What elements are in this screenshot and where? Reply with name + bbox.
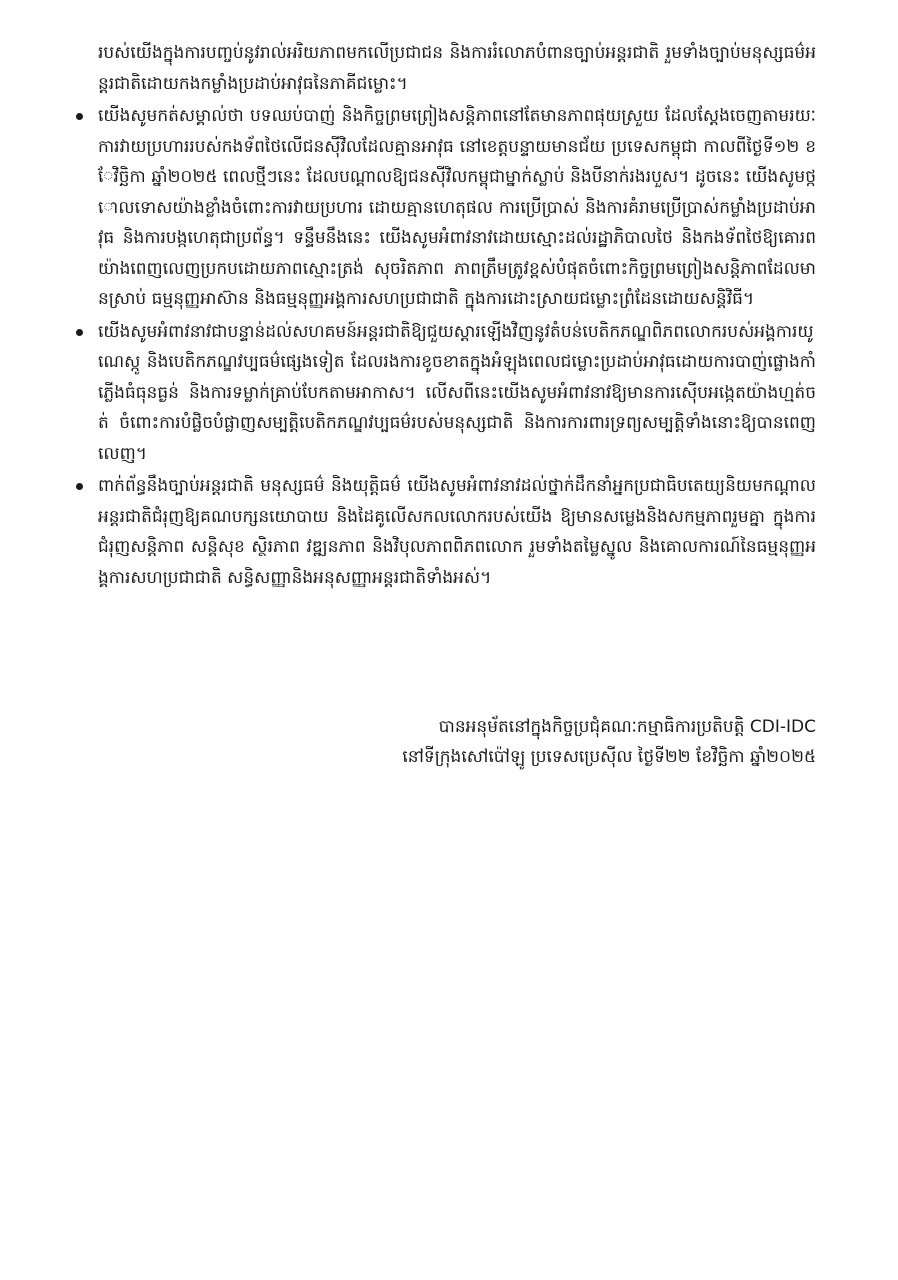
bullet-dot-icon	[76, 483, 83, 490]
bullet-item-1	[98, 101, 816, 315]
signature-adoption-line: បានអនុម័តនៅក្នុងកិច្ចប្រជុំគណៈកម្មាធិការប្រតិបត្តិ CDI-IDC	[438, 717, 816, 737]
bullet-item-2	[98, 317, 816, 470]
bullet-list	[98, 101, 816, 593]
bullet-text: យើងសូមកត់សម្គាល់ថា បទឈប់បាញ់ និងកិច្ចព្រមព្រៀងសន្តិភាពនៅតែមានភាពផុយស្រួយ ដែលស្តែងចេញតាមរយៈការវាយប្រហាររបស់កងទ័ពថៃលើជនស៊ីវិលដែលគ្មានអាវុធ នៅខេត្តបន្ទាយមានជ័យ ប្រទេសកម្ពុជា កាលពីថ្ងៃទី១២ ខែវិច្ឆិកា ឆ្នាំ២០២៥ ពេលថ្មីៗនេះ ដែលបណ្តាលឱ្យជនស៊ីវិលកម្ពុជាម្នាក់ស្លាប់ និងបីនាក់រងរបួស។ ដូចនេះ យើងសូមថ្កោលទោសយ៉ាងខ្លាំងចំពោះការវាយប្រហារ ដោយគ្មានហេតុផល ការប្រើប្រាស់ និងការគំរាមប្រើប្រាស់កម្លាំងប្រដាប់អាវុធ និងការបង្កហេតុជាប្រព័ន្ធ។ ទន្ទឹមនឹងនេះ យើងសូមអំពាវនាវដោយស្មោះដល់រដ្ឋាភិបាលថៃ និងកងទ័ពថៃឱ្យគោរពយ៉ាងពេញលេញប្រកបដោយភាពស្មោះត្រង់ សុចរិតភាព ភាពត្រឹមត្រូវខ្ពស់បំផុតចំពោះកិច្ចព្រមព្រៀងសន្តិភាពដែលមានស្រាប់ ធម្មនុញ្ញអាស៊ាន និងធម្មនុញ្ញអង្គការសហប្រជាជាតិ ក្នុងការដោះស្រាយជម្លោះព្រំដែនដោយសន្តិវិធី។	[98, 106, 816, 309]
bullet-text: យើងសូមអំពាវនាវជាបន្ទាន់ដល់សហគមន៍អន្តរជាតិឱ្យជួយស្តារឡើងវិញនូវតំបន់បេតិកភណ្ឌពិភពលោករបស់អង្គការយូណេស្កូ និងបេតិកភណ្ឌវប្បធម៌ផ្សេងទៀត ដែលរងការខូចខាតក្នុងអំឡុងពេលជម្លោះប្រដាប់អាវុធដោយការបាញ់ផ្លោងកាំភ្លើងធំធុនធ្ងន់ និងការទម្លាក់គ្រាប់បែកតាមអាកាស។ លើសពីនេះយើងសូមអំពាវនាវឱ្យមានការស៊ើបអង្កេតយ៉ាងហ្មត់ចត់ ចំពោះការបំផ្លិចបំផ្លាញសម្បត្តិបេតិកភណ្ឌវប្បធម៌របស់មនុស្សជាតិ និងការការពារទ្រព្យសម្បត្តិទាំងនោះឱ្យបានពេញលេញ។	[98, 321, 816, 464]
intro-continuation-paragraph: របស់យើងក្នុងការបញ្ចប់នូវរាល់អរិយភាពមកលើប្រជាជន និងការរំលោភបំពានច្បាប់អន្តរជាតិ រួមទាំងច្បាប់មនុស្សធម៌អន្តរជាតិដោយកងកម្លាំងប្រដាប់អាវុធនៃភាគីជម្លោះ។	[98, 43, 816, 94]
document-body	[98, 38, 816, 595]
signature-block	[402, 712, 816, 772]
bullet-dot-icon	[76, 113, 83, 120]
bullet-dot-icon	[76, 329, 83, 336]
bullet-item-3	[98, 471, 816, 593]
signature-place-date-line: នៅទីក្រុងសៅប៉ៅឡូ ប្រទេសប្រេស៊ីល ថ្ងៃទី២២ ខែវិច្ឆិកា ឆ្នាំ២០២៥	[402, 747, 816, 767]
bullet-text: ពាក់ព័ន្ធនឹងច្បាប់អន្តរជាតិ មនុស្សធម៌ និងយុត្តិធម៌ យើងសូមអំពាវនាវដល់ថ្នាក់ដឹកនាំអ្នកប្រជាធិបតេយ្យនិយមកណ្តាលអន្តរជាតិជំរុញឱ្យគណបក្សនយោបាយ និងដៃគូលើសកលលោករបស់យើង ឱ្យមានសម្លេងនិងសកម្មភាពរួមគ្នា ក្នុងការជំរុញសន្តិភាព សន្តិសុខ ស្ថិរភាព វឌ្ឍនភាព និងវិបុលភាពពិភពលោក រួមទាំងតម្លៃស្នូល និងគោលការណ៍នៃធម្មនុញ្ញអង្គការសហប្រជាជាតិ សន្ធិសញ្ញានិងអនុសញ្ញាអន្តរជាតិទាំងអស់។	[98, 476, 816, 588]
